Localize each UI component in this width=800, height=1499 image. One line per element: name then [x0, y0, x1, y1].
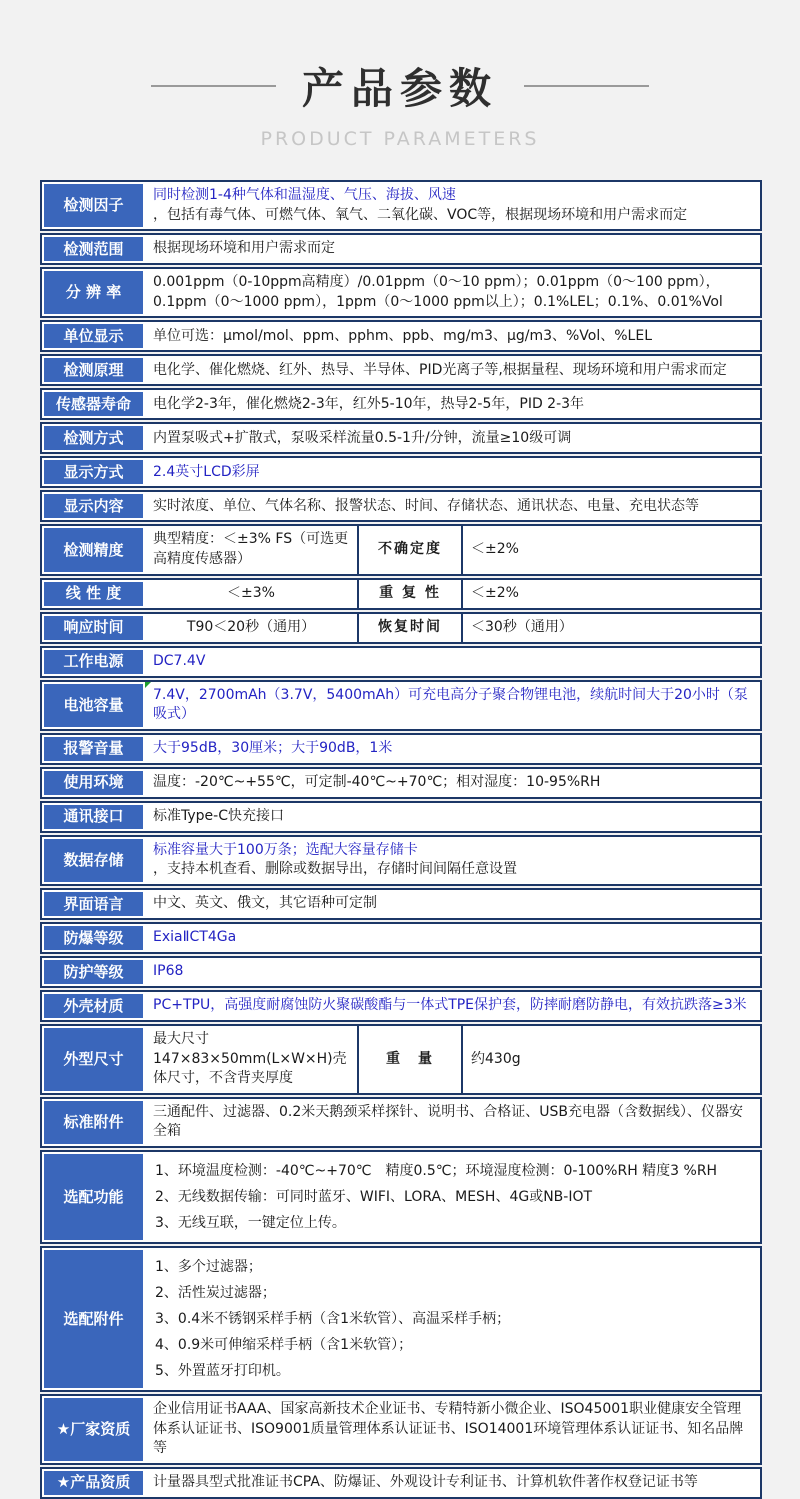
row-content: [145, 1099, 760, 1146]
row-value: [145, 924, 760, 952]
value-text: 企业信用证书AAA、国家高新技术企业证书、专精特新小微企业、ISO45001职业健康安全管理体系认证证书、ISO9001质量管理体系认证证书、ISO14001环境管理体系认证证书、知名品牌等: [153, 1400, 744, 1457]
spec-row-24: [40, 1097, 762, 1148]
row-label: 选配功能: [42, 1152, 145, 1242]
row-content: [145, 182, 760, 229]
value-text: ，支持本机查看、删除或数据导出，存储时间间隔任意设置: [153, 861, 517, 878]
row-value: [145, 682, 760, 729]
row-label: 检测精度: [42, 526, 145, 573]
row-content: [145, 390, 760, 418]
value-text: T90＜20秒（通用）: [186, 618, 316, 635]
row-label: 通讯接口: [42, 803, 145, 831]
value-text: 实时浓度、单位、气体名称、报警状态、时间、存储状态、通讯状态、电量、充电状态等: [153, 497, 699, 514]
spec-row-18: [40, 835, 762, 886]
row-label: 防护等级: [42, 958, 145, 986]
row-value: [145, 992, 760, 1020]
row-content: [145, 322, 760, 350]
row-value: [145, 458, 760, 486]
spec-row-25: [40, 1150, 762, 1244]
row-value: [145, 1099, 760, 1146]
page-header: [0, 0, 800, 150]
row-value-primary: [145, 526, 357, 573]
row-value-list: [145, 1248, 760, 1390]
comment-marker: [145, 682, 151, 688]
spec-row-16: [40, 767, 762, 799]
row-content: [145, 458, 760, 486]
spec-row-28: [40, 1467, 762, 1499]
row-value: [145, 322, 760, 350]
value-text: ExiaⅡCT4Ga: [153, 929, 237, 946]
row-content: [145, 492, 760, 520]
spec-row-12: [40, 612, 762, 644]
spec-row-26: [40, 1246, 762, 1392]
spec-row-6: [40, 388, 762, 420]
row-content: [145, 1026, 760, 1093]
page-title: 产品参数: [301, 64, 498, 113]
value-text: ，包括有毒气体、可燃气体、氧气、二氧化碳、VOC等，根据现场环境和用户需求而定: [153, 206, 688, 223]
row-content: [145, 837, 760, 884]
row-value: [145, 735, 760, 763]
spec-row-13: [40, 646, 762, 678]
row-content: [145, 269, 760, 316]
row-label: 分 辨 率: [42, 269, 145, 316]
list-line: 3、无线互联，一键定位上传。: [155, 1214, 346, 1231]
value-text: DC7.4V: [153, 652, 206, 669]
row-label: 传感器寿命: [42, 390, 145, 418]
row-value-primary: [145, 1026, 357, 1093]
row-label: 检测范围: [42, 235, 145, 263]
spec-row-19: [40, 888, 762, 920]
row-content: [145, 682, 760, 729]
value-text: PC+TPU，高强度耐腐蚀防火聚碳酸酯与一体式TPE保护套，防摔耐磨防静电，有效抗跌落≥3米: [153, 997, 747, 1014]
row-label: 外壳材质: [42, 992, 145, 1020]
value-text: 2.4英寸LCD彩屏: [153, 463, 260, 480]
row-value: [145, 424, 760, 452]
row-label: 标准附件: [42, 1099, 145, 1146]
row-value: [145, 803, 760, 831]
row-content: [145, 1248, 760, 1390]
value-text: 单位可选：μmol/mol、ppm、pphm、ppb、mg/m3、μg/m3、%Vol、%LEL: [153, 327, 653, 344]
value-text: 计量器具型式批准证书CPA、防爆证、外观设计专利证书、计算机软件著作权登记证书等: [153, 1473, 698, 1490]
value-text: ＜30秒（通用）: [471, 618, 573, 635]
row-label: 响应时间: [42, 614, 145, 642]
row-content: [145, 1152, 760, 1242]
title-row: [0, 56, 800, 116]
row-label: 检测原理: [42, 356, 145, 384]
spec-row-22: [40, 990, 762, 1022]
row-value: [145, 890, 760, 918]
spec-row-9: [40, 490, 762, 522]
row-content: [145, 235, 760, 263]
spec-row-3: [40, 267, 762, 318]
row-value: [145, 1469, 760, 1497]
value-text: 同时检测1-4种气体和温湿度、气压、海拔、风速: [153, 187, 456, 203]
row-sublabel: 恢复时间: [357, 614, 463, 642]
row-content: [145, 1469, 760, 1497]
row-value-secondary: [463, 580, 760, 608]
row-content: [145, 890, 760, 918]
row-sublabel: 重 复 性: [357, 580, 463, 608]
row-label: 电池容量: [42, 682, 145, 729]
row-value: [145, 837, 760, 884]
value-text: 温度：-20℃~+55℃，可定制-40℃~+70℃；相对湿度：10-95%RH: [153, 773, 601, 790]
spec-table: [40, 180, 762, 1499]
row-value: [145, 1396, 760, 1463]
value-text: 约430g: [471, 1050, 521, 1067]
spec-row-4: [40, 320, 762, 352]
row-value: [145, 648, 760, 676]
spec-row-27: [40, 1394, 762, 1465]
spec-row-15: [40, 733, 762, 765]
row-value: [145, 269, 760, 316]
row-label: 检测方式: [42, 424, 145, 452]
spec-row-1: [40, 180, 762, 231]
row-label: 外型尺寸: [42, 1026, 145, 1093]
value-text: IP68: [153, 963, 184, 980]
row-value-secondary: [463, 614, 760, 642]
value-text: 中文、英文、俄文，其它语种可定制: [153, 895, 377, 912]
spec-row-5: [40, 354, 762, 386]
value-text: ＜±2%: [471, 541, 519, 558]
row-content: [145, 356, 760, 384]
spec-row-7: [40, 422, 762, 454]
value-text: 内置泵吸式+扩散式，泵吸采样流量0.5-1升/分钟，流量≥10级可调: [153, 429, 572, 446]
list-line: 2、活性炭过滤器；: [155, 1284, 276, 1301]
value-text: 标准容量大于100万条；选配大容量存储卡: [153, 841, 418, 858]
value-text: 电化学2-3年，催化燃烧2-3年，红外5-10年，热导2-5年，PID 2-3年: [153, 395, 585, 412]
spec-row-21: [40, 956, 762, 988]
spec-row-8: [40, 456, 762, 488]
row-value: [145, 769, 760, 797]
row-content: [145, 924, 760, 952]
page-subtitle: PRODUCT PARAMETERS: [260, 128, 540, 150]
row-value: [145, 492, 760, 520]
row-content: [145, 992, 760, 1020]
row-value: [145, 390, 760, 418]
row-label: 选配附件: [42, 1248, 145, 1390]
row-label: 检测因子: [42, 182, 145, 229]
row-label: 线 性 度: [42, 580, 145, 608]
value-text: 标准Type-C快充接口: [153, 807, 284, 824]
row-content: [145, 769, 760, 797]
value-text: ＜±3%: [227, 584, 275, 601]
row-label: 使用环境: [42, 769, 145, 797]
list-line: 1、多个过滤器；: [155, 1258, 262, 1275]
value-text: ＜±2%: [471, 584, 519, 601]
row-value-primary: [145, 614, 357, 642]
title-rule-right: [524, 85, 649, 87]
spec-row-2: [40, 233, 762, 265]
value-text: 典型精度：＜±3% FS（可选更高精度传感器）: [153, 531, 349, 567]
row-label: ★厂家资质: [42, 1396, 145, 1463]
spec-row-17: [40, 801, 762, 833]
row-content: [145, 958, 760, 986]
row-content: [145, 1396, 760, 1463]
value-text: 最大尺寸147×83×50mm(L×W×H)壳体尺寸，不含背夹厚度: [153, 1030, 347, 1087]
value-text: 根据现场环境和用户需求而定: [153, 240, 335, 257]
list-line: 1、环境温度检测：-40℃~+70℃ 精度0.5℃；环境湿度检测：0-100%RH 精度3 %RH: [155, 1162, 718, 1179]
value-text: 电化学、催化燃烧、红外、热导、半导体、PID光离子等,根据量程、现场环境和用户需求而定: [153, 361, 727, 378]
title-rule-left: [151, 85, 276, 87]
row-label: 显示方式: [42, 458, 145, 486]
row-sublabel: 重 量: [357, 1026, 463, 1093]
row-value: [145, 182, 760, 229]
row-content: [145, 614, 760, 642]
row-sublabel: 不确定度: [357, 526, 463, 573]
row-content: [145, 580, 760, 608]
row-value-list: [145, 1152, 760, 1242]
value-text: 大于95dB，30厘米；大于90dB，1米: [153, 739, 393, 756]
value-text: 7.4V，2700mAh（3.7V，5400mAh）可充电高分子聚合物锂电池，续航时间大于20小时（泵吸式）: [153, 686, 748, 723]
row-label: 单位显示: [42, 322, 145, 350]
row-content: [145, 803, 760, 831]
list-line: 3、0.4米不锈钢采样手柄（含1米软管）、高温采样手柄；: [155, 1310, 511, 1327]
list-line: 2、无线数据传输：可同时蓝牙、WIFI、LORA、MESH、4G或NB-IOT: [155, 1188, 593, 1205]
row-label: 工作电源: [42, 648, 145, 676]
list-line: 4、0.9米可伸缩采样手柄（含1米软管）；: [155, 1336, 413, 1353]
row-label: 报警音量: [42, 735, 145, 763]
row-label: 数据存储: [42, 837, 145, 884]
spec-row-11: [40, 578, 762, 610]
spec-row-10: [40, 524, 762, 575]
spec-row-23: [40, 1024, 762, 1095]
row-label: 显示内容: [42, 492, 145, 520]
value-text: 0.001ppm（0-10ppm高精度）/0.01ppm（0～10 ppm）；0.01ppm（0～100 ppm），0.1ppm（0～1000 ppm），1ppm（0～1000 ppm以上）；0.1%LEL；0.1%、0.01%Vol: [153, 274, 723, 310]
row-value-primary: [145, 580, 357, 608]
row-content: [145, 735, 760, 763]
spec-row-20: [40, 922, 762, 954]
row-label: 界面语言: [42, 890, 145, 918]
row-label: ★产品资质: [42, 1469, 145, 1497]
value-text: 三通配件、过滤器、0.2米天鹅颈采样探针、说明书、合格证、USB充电器（含数据线）、仪器安全箱: [153, 1103, 744, 1140]
row-value-secondary: [463, 526, 760, 573]
row-label: 防爆等级: [42, 924, 145, 952]
row-content: [145, 424, 760, 452]
row-content: [145, 526, 760, 573]
row-value: [145, 235, 760, 263]
spec-row-14: [40, 680, 762, 731]
row-content: [145, 648, 760, 676]
list-line: 5、外置蓝牙打印机。: [155, 1362, 290, 1379]
row-value: [145, 958, 760, 986]
row-value: [145, 356, 760, 384]
row-value-secondary: [463, 1026, 760, 1093]
